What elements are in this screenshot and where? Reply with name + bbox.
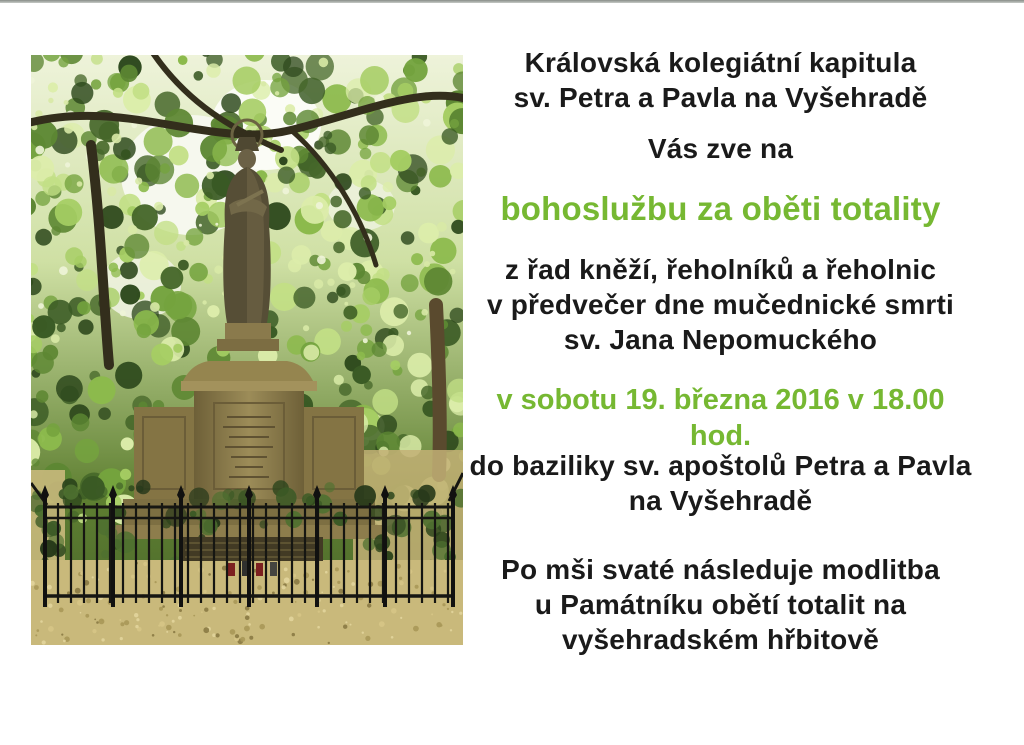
followup-note (468, 552, 973, 657)
dedication-line2: v předvečer dne mučednické smrti (486, 289, 955, 320)
followup-line2: u Památníku obětí totalit na (534, 589, 907, 620)
event-dedication (468, 252, 973, 357)
dedication-line3: sv. Jana Nepomuckého (563, 324, 878, 355)
organizer-line1: Královská kolegiátní kapitula (524, 47, 917, 78)
organizer-name (468, 45, 973, 115)
event-datetime: v sobotu 19. března 2016 v 18.00 hod. (496, 384, 945, 452)
followup-line3: vyšehradském hřbitově (561, 624, 879, 655)
event-location (468, 448, 973, 518)
memorial-photo-graphic (31, 55, 463, 645)
followup-line1: Po mši svaté následuje modlitba (501, 554, 940, 585)
dedication-line1: z řad kněží, řeholníků a řeholnic (504, 254, 937, 285)
organizer-line2: sv. Petra a Pavla na Vyšehradě (513, 82, 928, 113)
invite-phrase: Vás zve na (647, 133, 794, 164)
location-line2: na Vyšehradě (628, 485, 813, 516)
location-line1: do baziliky sv. apoštolů Petra a Pavla (469, 450, 972, 481)
event-title: bohoslužbu za oběti totality (500, 190, 941, 227)
memorial-photo (31, 55, 463, 645)
invitation-text-column (468, 0, 973, 745)
